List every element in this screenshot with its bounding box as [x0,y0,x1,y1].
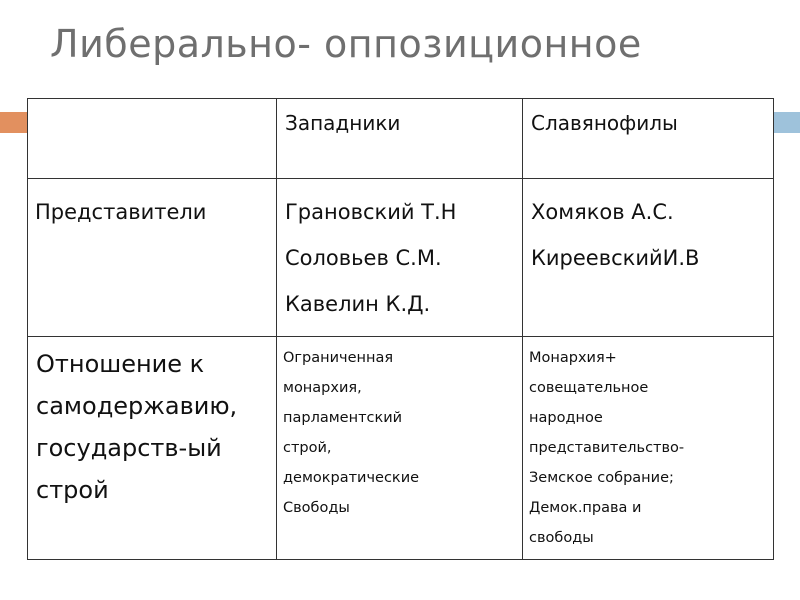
accent-bar-orange [0,112,28,133]
row-label-attitude-line: Отношение к [36,350,205,378]
table-row-attitude [28,337,774,560]
westerners-attitude-line: Свободы [283,500,350,516]
westerner-name: Грановский Т.Н [285,200,457,224]
row-label-cell [28,337,277,560]
header-cell-empty [28,99,277,179]
slavophiles-attitude-cell [523,337,774,560]
westerners-attitude-line: монархия, [283,380,362,396]
comparison-table [27,98,774,560]
slavophiles-attitude-line: представительство- [529,440,685,456]
table-header-row [28,99,774,179]
row-label-attitude-line: государств-ый [36,434,222,462]
slavophiles-representatives-cell [523,179,774,337]
header-slavophiles: Славянофилы [531,111,678,135]
slavophile-name: Хомяков А.С. [531,200,674,224]
westerners-attitude-line: демократические [283,470,420,486]
slavophile-name: КиреевскийИ.В [531,246,700,270]
westerners-attitude-line: строй, [283,440,332,456]
header-cell-westerners [277,99,523,179]
westerner-name: Соловьев С.М. [285,246,442,270]
row-label-cell [28,179,277,337]
header-cell-slavophiles [523,99,774,179]
westerners-attitude-cell [277,337,523,560]
westerner-name: Кавелин К.Д. [285,292,431,316]
slavophiles-attitude-line: Монархия+ [529,350,617,366]
header-westerners: Западники [285,111,401,135]
westerners-attitude-line: парламентский [283,410,403,426]
row-label-attitude-line: строй [36,476,109,504]
slide-title: Либерально- оппозиционное [50,22,642,66]
westerners-attitude-line: Ограниченная [283,350,394,366]
slavophiles-attitude-line: свободы [529,530,594,546]
slavophiles-attitude-line: Демок.права и [529,500,642,516]
row-label-representatives: Представители [35,200,207,224]
westerners-representatives-cell [277,179,523,337]
slavophiles-attitude-line: Земское собрание; [529,470,674,486]
slavophiles-attitude-line: народное [529,410,603,426]
table-row-representatives [28,179,774,337]
row-label-attitude-line: самодержавию, [36,392,238,420]
slavophiles-attitude-line: совещательное [529,380,649,396]
